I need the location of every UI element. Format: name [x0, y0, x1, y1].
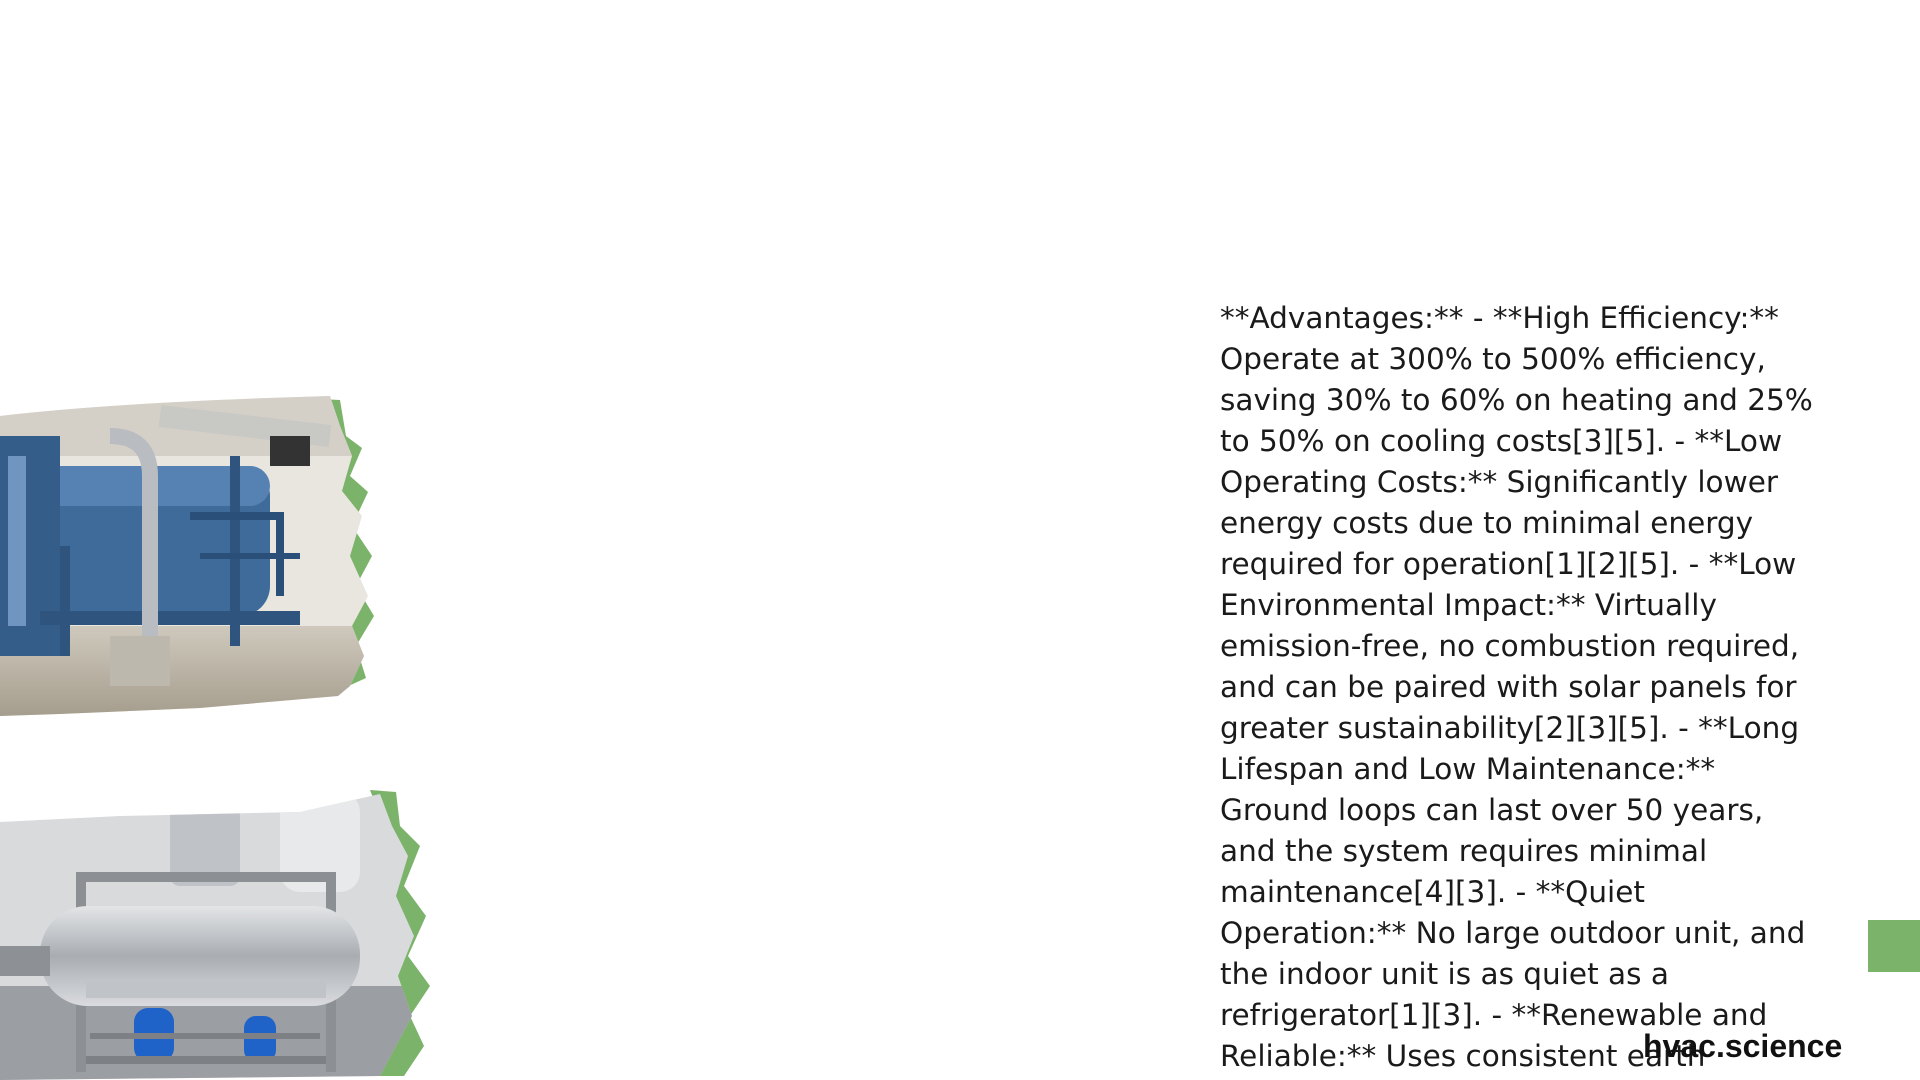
- advantages-text: **Advantages:** - **High Efficiency:** Operate at 300% to 500% efficiency, saving 30% to 60% on heating and 25% to 50% on cooling costs[3][5]. - **Low Operating Costs:** Significantly lower energy costs due to minimal energy required for operation[1][2][5]. - **Low Environmental Impact:** Virtually emission-free, no combustion required, and can be paired with solar panels for greater sustainability[2][3][5]. - **Long Lifespan and Low Maintenance:** Ground loops can last over 50 years, and the system requires minimal maintenance[4][3]. - **Quiet Operation:** No large outdoor unit, and the indoor unit is as quiet as a refrigerator[1][3]. - **Renewable and Reliable:** Uses consistent earth: [1220, 301, 1813, 1073]
- site-brand: hvac.science: [1643, 1028, 1843, 1064]
- chiller-photo: [0, 396, 378, 718]
- accent-green-tab: [1868, 920, 1920, 972]
- stainless-tank-photo: [0, 786, 436, 1080]
